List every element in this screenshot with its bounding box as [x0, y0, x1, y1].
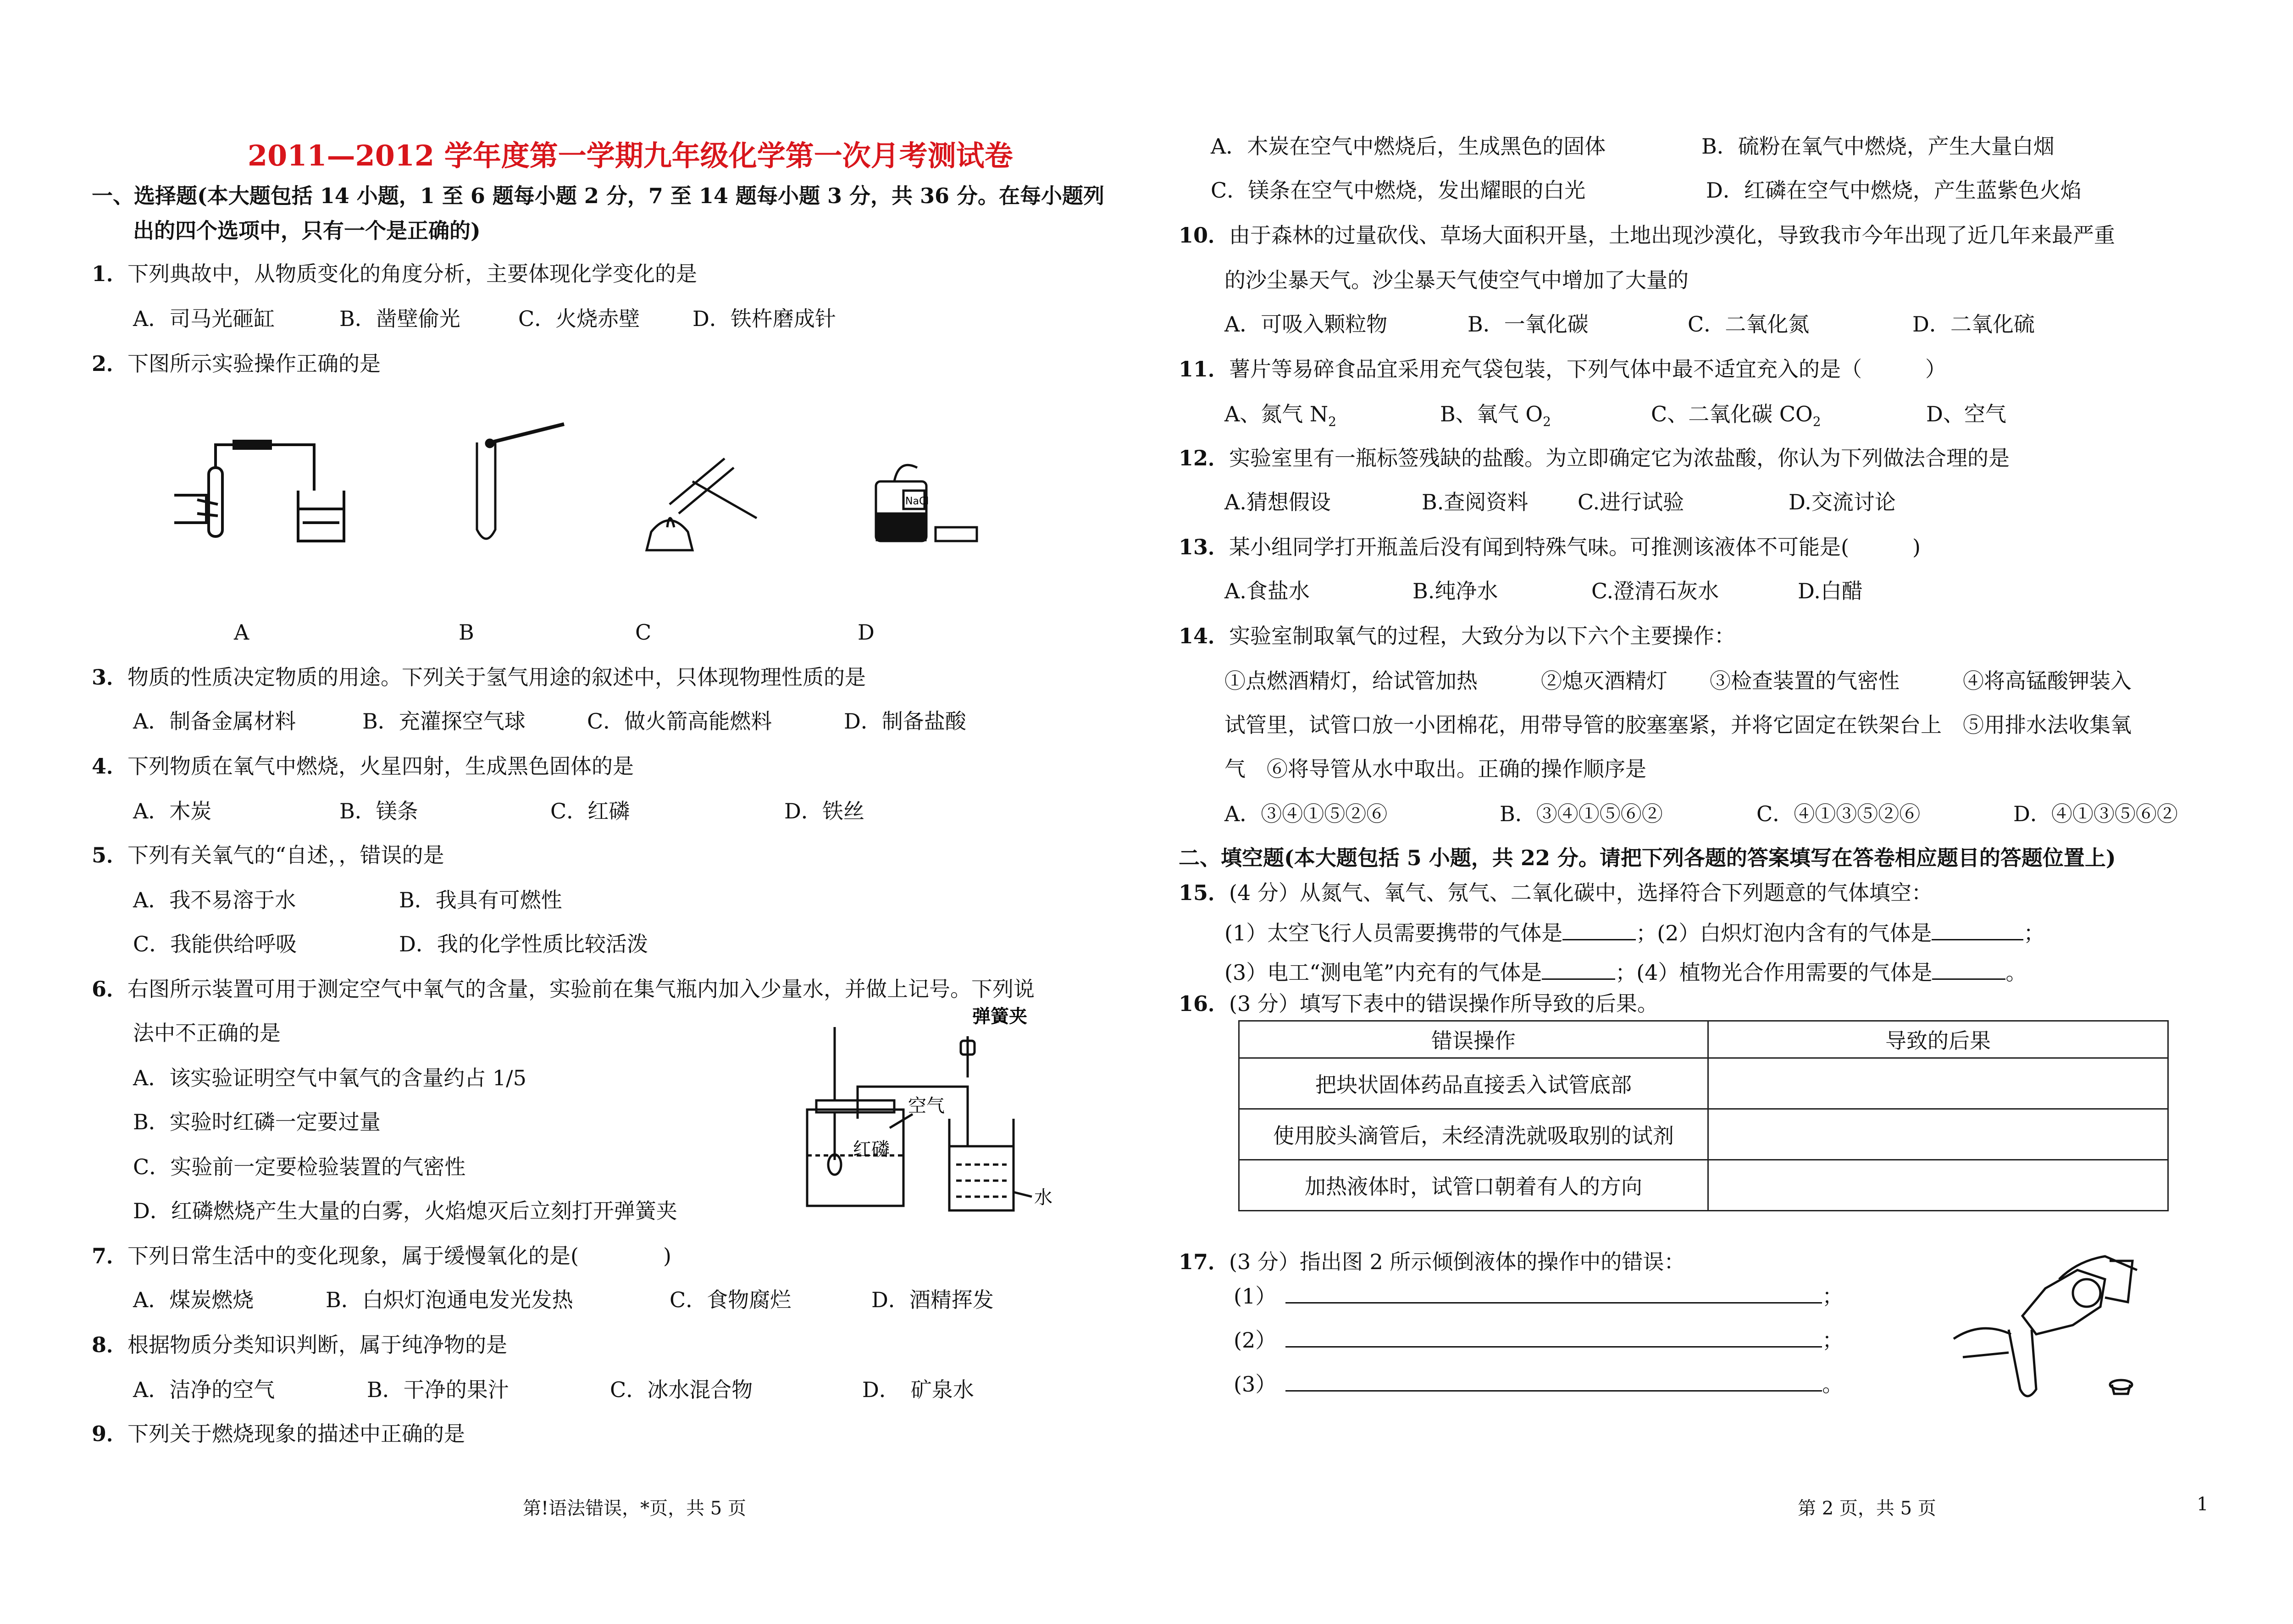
q14-option-b: B．③④①⑤⑥②	[1500, 801, 1663, 826]
q7-option-b: B．白炽灯泡通电发光发热	[326, 1287, 573, 1312]
q5-option-a: A．我不易溶于水	[133, 888, 296, 912]
question-5: 5．下列有关氧气的“自述，，错误的是	[92, 843, 444, 867]
q15-blank-4[interactable]	[1932, 978, 2005, 980]
q17-item-1: (1） ；	[1234, 1284, 1844, 1309]
q15-blank-2[interactable]	[1932, 939, 2023, 940]
q6-apparatus-figure	[798, 1005, 1064, 1220]
footer-left: 第!语法错误，*页，共 5 页	[523, 1498, 746, 1519]
question-11: 11．薯片等易碎食品宜采用充气袋包装，下列气体中最不适宜充入的是（ ）	[1179, 357, 1947, 381]
section1-heading-cont: 出的四个选项中，只有一个是正确的)	[133, 218, 481, 243]
q4-option-a: A．木炭	[133, 799, 212, 823]
q15-blank-1[interactable]	[1562, 939, 1636, 940]
q3-option-d: D．制备盐酸	[844, 709, 966, 734]
q2-label-c: C	[635, 620, 652, 645]
q16-row-3-answer[interactable]	[1708, 1160, 2168, 1211]
q15-line-2: (3）电工“测电笔”内充有的气体是 ；(4）植物光合作用需要的气体是 。	[1224, 960, 2027, 985]
q9-option-a: A．木炭在空气中燃烧后，生成黑色的固体	[1211, 134, 1606, 159]
q9-option-b: B．硫粉在氧气中燃烧，产生大量白烟	[1701, 134, 2055, 159]
question-14-steps-3: 气 ⑥将导管从水中取出。正确的操作顺序是	[1224, 757, 1646, 781]
q8-option-a: A．洁净的空气	[133, 1377, 275, 1402]
q9-option-c: C．镁条在空气中燃烧，发出耀眼的白光	[1211, 178, 1586, 203]
q11-option-a: A、氮气 $N_2$	[1224, 402, 1336, 430]
q3-option-a: A．制备金属材料	[133, 709, 296, 734]
question-12: 12．实验室里有一瓶标签残缺的盐酸。为立即确定它为浓盐酸，你认为下列做法合理的是	[1179, 446, 2010, 470]
question-3: 3．物质的性质决定物质的用途。下列关于氢气用途的叙述中，只体现物理性质的是	[92, 665, 866, 690]
question-1: 1．下列典故中，从物质变化的角度分析，主要体现化学变化的是	[92, 261, 698, 286]
q16-header-operation: 错误操作	[1239, 1021, 1708, 1058]
q16-row-2-answer[interactable]	[1708, 1109, 2168, 1160]
q6-option-b: B．实验时红磷一定要过量	[133, 1110, 381, 1134]
q1-option-a: A．司马光砸缸	[133, 306, 275, 331]
q5-option-b: B．我具有可燃性	[399, 888, 562, 912]
question-6-cont: 法中不正确的是	[133, 1021, 281, 1045]
q5-option-d: D．我的化学性质比较活泼	[399, 932, 648, 956]
section2-heading: 二、填空题(本大题包括 5 小题，共 22 分。请把下列各题的答案填写在答卷相应题目的答题位置上)	[1179, 845, 2116, 870]
q11-option-d: D、空气	[1926, 402, 2006, 426]
q8-option-d: D． 矿泉水	[862, 1377, 974, 1402]
q10-option-a: A．可吸入颗粒物	[1224, 312, 1388, 337]
q12-option-c: C.进行试验	[1578, 490, 1684, 514]
q17-blank-1[interactable]	[1285, 1302, 1822, 1304]
question-13: 13．某小组同学打开瓶盖后没有闻到特殊气味。可推测该液体不可能是( )	[1179, 535, 1921, 559]
q17-item-2: (2） ；	[1234, 1328, 1844, 1353]
q16-row-1-operation: 把块状固体药品直接丢入试管底部	[1239, 1058, 1708, 1109]
q10-option-b: B．一氧化碳	[1468, 312, 1589, 337]
question-6: 6．右图所示装置可用于测定空气中氧气的含量，实验前在集气瓶内加入少量水，并做上记号。下列说	[92, 977, 1035, 1001]
q11-option-c: C、二氧化碳 $CO_2$	[1651, 402, 1821, 430]
q1-option-c: C．火烧赤壁	[518, 306, 640, 331]
question-10-cont: 的沙尘暴天气。沙尘暴天气使空气中增加了大量的	[1224, 268, 1689, 293]
q5-option-c: C．我能供给呼吸	[133, 932, 297, 956]
q12-option-b: B.查阅资料	[1422, 490, 1529, 514]
q2-figure-d	[867, 458, 986, 550]
q1-option-b: B．凿壁偷光	[339, 306, 460, 331]
q12-option-a: A.猜想假设	[1224, 490, 1331, 514]
air-label: 空气	[908, 1095, 945, 1116]
q6-option-a: A．该实验证明空气中氧气的含量约占 1/5	[133, 1066, 526, 1090]
q11-option-b: B、氧气 $O_2$	[1440, 402, 1551, 430]
q7-option-c: C．食物腐烂	[670, 1287, 792, 1312]
water-label: 水	[1034, 1187, 1052, 1208]
q8-option-c: C．冰水混合物	[610, 1377, 753, 1402]
footer-right: 第 2 页，共 5 页	[1798, 1498, 1936, 1519]
section1-heading: 一、选择题(本大题包括 14 小题，1 至 6 题每小题 2 分，7 至 14 题每小题 3 分，共 36 分。在每小题列	[92, 183, 1105, 208]
q14-option-c: C．④①③⑤②⑥	[1756, 801, 1921, 826]
q14-option-d: D．④①③⑤⑥②	[2013, 801, 2178, 826]
q17-item-3: (3） 。	[1234, 1372, 1844, 1397]
q9-option-d: D．红磷在空气中燃烧，产生蓝紫色火焰	[1706, 178, 2082, 203]
phosphorus-label: 红磷	[853, 1139, 890, 1160]
question-4: 4．下列物质在氧气中燃烧，火星四射，生成黑色固体的是	[92, 754, 634, 779]
q2-figure-b	[459, 415, 578, 552]
q13-option-d: D.白醋	[1798, 579, 1863, 603]
clamp-label: 弹簧夹	[972, 1005, 1027, 1027]
q13-option-c: C.澄清石灰水	[1591, 579, 1719, 603]
q13-option-a: A.食盐水	[1224, 579, 1310, 603]
question-14-steps-1: ①点燃酒精灯，给试管加热 ②熄灭酒精灯 ③检查装置的气密性 ④将高锰酸钾装入	[1224, 668, 2132, 693]
question-14-steps-2: 试管里，试管口放一小团棉花，用带导管的胶塞塞紧，并将它固定在铁架台上 ⑤用排水法收集氧	[1224, 713, 2132, 737]
q17-blank-2[interactable]	[1285, 1346, 1822, 1348]
question-7: 7．下列日常生活中的变化现象，属于缓慢氧化的是( )	[92, 1243, 671, 1268]
exam-title: 2011—2012 学年度第一学期九年级化学第一次月考测试卷	[248, 139, 1013, 172]
question-15: 15．(4 分）从氮气、氧气、氖气、二氧化碳中，选择符合下列题意的气体填空：	[1179, 880, 1933, 905]
q17-pouring-figure	[1954, 1252, 2155, 1403]
q13-option-b: B.纯净水	[1412, 579, 1498, 603]
question-17: 17．(3 分）指出图 2 所示倾倒液体的操作中的错误：	[1179, 1249, 1685, 1274]
q3-option-b: B．充灌探空气球	[362, 709, 526, 734]
q14-option-a: A．③④①⑤②⑥	[1224, 801, 1388, 826]
q16-row-3-operation: 加热液体时，试管口朝着有人的方向	[1239, 1160, 1708, 1211]
q16-table	[1238, 1020, 2169, 1211]
q4-option-b: B．镁条	[339, 799, 418, 823]
q15-blank-3[interactable]	[1542, 978, 1615, 980]
q6-option-d: D．红磷燃烧产生大量的白雾，火焰熄灭后立刻打开弹簧夹	[133, 1199, 677, 1223]
q15-line-1: (1）太空飞行人员需要携带的气体是 ；(2）白炽灯泡内含有的气体是 ；	[1224, 921, 2045, 945]
q7-option-d: D．酒精挥发	[871, 1287, 994, 1312]
q12-option-d: D.交流讨论	[1789, 490, 1896, 514]
q7-option-a: A．煤炭燃烧	[133, 1287, 254, 1312]
q16-row-2-operation: 使用胶头滴管后，未经清洗就吸取别的试剂	[1239, 1109, 1708, 1160]
question-8: 8．根据物质分类知识判断，属于纯净物的是	[92, 1332, 508, 1357]
question-9: 9．下列关于燃烧现象的描述中正确的是	[92, 1421, 465, 1446]
q16-header-consequence: 导致的后果	[1708, 1021, 2168, 1058]
nacl-label: NaCl	[905, 496, 929, 507]
q6-option-c: C．实验前一定要检验装置的气密性	[133, 1154, 466, 1179]
q8-option-b: B．干净的果汁	[367, 1377, 509, 1402]
q4-option-c: C．红磷	[550, 799, 630, 823]
q2-figure-a	[165, 431, 349, 550]
q10-option-c: C．二氧化氮	[1688, 312, 1810, 337]
q16-row-1-answer[interactable]	[1708, 1058, 2168, 1109]
q2-label-d: D	[858, 620, 875, 645]
q2-label-a: A	[234, 620, 249, 645]
question-16: 16．(3 分）填写下表中的错误操作所导致的后果。	[1179, 991, 1658, 1016]
q3-option-c: C．做火箭高能燃料	[587, 709, 772, 734]
q1-option-d: D．铁杵磨成针	[692, 306, 836, 331]
q2-figure-c	[624, 440, 770, 559]
q10-option-d: D．二氧化硫	[1912, 312, 2035, 337]
q4-option-d: D．铁丝	[784, 799, 864, 823]
q17-blank-3[interactable]	[1285, 1390, 1822, 1392]
question-2: 2．下图所示实验操作正确的是	[92, 351, 381, 376]
question-10: 10．由于森林的过量砍伐、草场大面积开垦，土地出现沙漠化，导致我市今年出现了近几年来最严重	[1179, 223, 2116, 248]
question-14: 14．实验室制取氧气的过程，大致分为以下六个主要操作：	[1179, 624, 1736, 648]
q2-label-b: B	[459, 620, 474, 645]
footer-corner-number: 1	[2197, 1494, 2209, 1515]
